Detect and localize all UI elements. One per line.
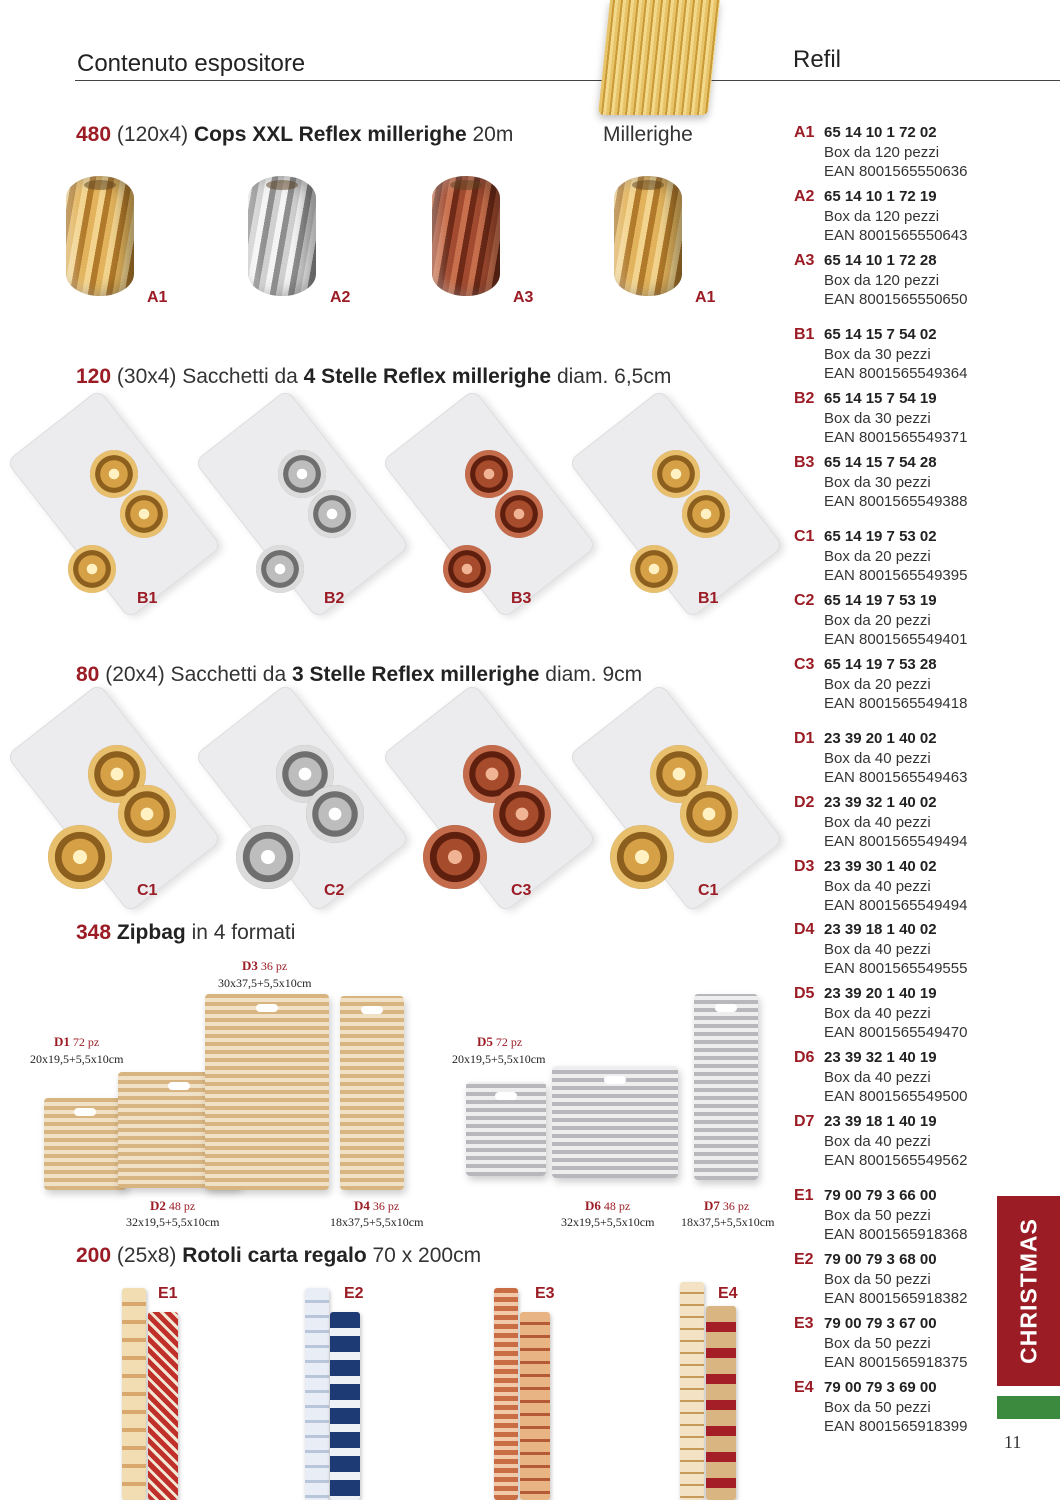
roll-red-image	[706, 1306, 736, 1500]
refil-number: 79 00 79 3 66 00	[824, 1187, 937, 1204]
bow-image	[443, 545, 491, 593]
product-code: C1	[698, 882, 719, 899]
bow-image	[495, 490, 543, 538]
bow-bag-gold-image	[568, 389, 784, 619]
refil-code: D4	[794, 921, 815, 938]
section-title-zipbag: 348 Zipbag in 4 formati	[76, 921, 296, 944]
refil-ean: EAN 8001565550643	[824, 227, 968, 244]
product-code: E2	[344, 1285, 364, 1302]
bow-image	[118, 785, 176, 843]
millerighe-ribbon-image	[598, 0, 720, 115]
refil-code: A2	[794, 188, 815, 205]
refil-box: Box da 50 pezzi	[824, 1399, 931, 1416]
product-code: B2	[324, 590, 345, 607]
bow-bag-copper-image	[381, 389, 597, 619]
section-title-cops: 480 (120x4) Cops XXL Reflex millerighe 20m	[76, 123, 514, 146]
refil-number: 23 39 18 1 40 02	[824, 921, 937, 938]
refil-ean: EAN 8001565549364	[824, 365, 968, 382]
product-code: C2	[324, 882, 345, 899]
refil-ean: EAN 8001565549500	[824, 1088, 968, 1105]
product-code: B1	[137, 590, 158, 607]
bow-image	[68, 545, 116, 593]
refil-ean: EAN 8001565918399	[824, 1418, 968, 1435]
zipbag-d5-image	[466, 1082, 546, 1176]
roll-stars-image	[122, 1288, 146, 1500]
product-code: B3	[511, 590, 532, 607]
refil-number: 79 00 79 3 67 00	[824, 1315, 937, 1332]
bow-image	[278, 450, 326, 498]
bow-image	[120, 490, 168, 538]
refil-ean: EAN 8001565549555	[824, 960, 968, 977]
refil-box: Box da 40 pezzi	[824, 1069, 931, 1086]
spool-gold-image	[66, 176, 134, 296]
refil-code: E4	[794, 1379, 814, 1396]
bow-bag-gold-image	[6, 389, 222, 619]
bow-image	[465, 450, 513, 498]
product-code: A1	[147, 289, 168, 306]
refil-box: Box da 30 pezzi	[824, 410, 931, 427]
roll-copper-image	[520, 1312, 550, 1500]
green-bar	[997, 1396, 1060, 1419]
refil-box: Box da 40 pezzi	[824, 750, 931, 767]
zipbag-d6-image	[552, 1066, 678, 1178]
product-code: E1	[158, 1285, 178, 1302]
zipbag-label-d5: D5 72 pz	[477, 1034, 523, 1049]
refil-number: 65 14 15 7 54 02	[824, 326, 937, 343]
refil-number: 23 39 20 1 40 02	[824, 730, 937, 747]
refil-box: Box da 50 pezzi	[824, 1335, 931, 1352]
refil-code: D1	[794, 730, 815, 747]
refil-code: A3	[794, 252, 815, 269]
refil-ean: EAN 8001565549395	[824, 567, 968, 584]
refil-box: Box da 40 pezzi	[824, 814, 931, 831]
refil-box: Box da 40 pezzi	[824, 941, 931, 958]
zipbag-label-d3: D3 36 pz	[242, 958, 288, 973]
refil-code: C1	[794, 528, 815, 545]
refil-box: Box da 40 pezzi	[824, 1133, 931, 1150]
spool-silver-image	[248, 176, 316, 296]
refil-number: 65 14 10 1 72 28	[824, 252, 937, 269]
zipbag-d1-image	[44, 1098, 126, 1190]
roll-script-image	[680, 1282, 704, 1500]
zipbag-d7-image	[694, 994, 758, 1180]
zipbag-dim-d5: 20x19,5+5,5x10cm	[452, 1052, 546, 1066]
refil-number: 65 14 19 7 53 02	[824, 528, 937, 545]
product-code: A2	[330, 289, 351, 306]
zipbag-dim-d7: 18x37,5+5,5x10cm	[681, 1215, 775, 1229]
refil-code: D2	[794, 794, 815, 811]
refil-code: C2	[794, 592, 815, 609]
refil-box: Box da 30 pezzi	[824, 346, 931, 363]
bow-image	[90, 450, 138, 498]
bow-image	[680, 785, 738, 843]
roll-copper-image	[494, 1288, 518, 1500]
refil-number: 65 14 10 1 72 19	[824, 188, 937, 205]
bow-image	[682, 490, 730, 538]
product-code: B1	[698, 590, 719, 607]
refil-code: D6	[794, 1049, 815, 1066]
bow-image	[48, 825, 112, 889]
bow-image	[306, 785, 364, 843]
section-title-3-stelle: 80 (20x4) Sacchetti da 3 Stelle Reflex millerighe diam. 9cm	[76, 663, 643, 686]
bow-image	[256, 545, 304, 593]
refil-number: 23 39 30 1 40 02	[824, 858, 937, 875]
refil-number: 65 14 19 7 53 19	[824, 592, 937, 609]
zipbag-dim-d6: 32x19,5+5,5x10cm	[561, 1215, 655, 1229]
zipbag-label-d1: D1 72 pz	[54, 1034, 100, 1049]
product-code: E3	[535, 1285, 555, 1302]
zipbag-label-d4: D4 36 pz	[354, 1198, 400, 1213]
bow-image	[423, 825, 487, 889]
bow-image	[630, 545, 678, 593]
zipbag-dim-d4: 18x37,5+5,5x10cm	[330, 1215, 424, 1229]
refil-box: Box da 120 pezzi	[824, 208, 940, 225]
refil-number: 65 14 10 1 72 02	[824, 124, 937, 141]
zipbag-d3-image	[205, 994, 329, 1190]
roll-blue-image	[330, 1312, 360, 1500]
roll-snow-image	[305, 1288, 329, 1500]
refil-ean: EAN 8001565549388	[824, 493, 968, 510]
refil-number: 65 14 19 7 53 28	[824, 656, 937, 673]
refil-ean: EAN 8001565549401	[824, 631, 968, 648]
zipbag-dim-d1: 20x19,5+5,5x10cm	[30, 1052, 124, 1066]
refil-box: Box da 20 pezzi	[824, 612, 931, 629]
refil-code: B2	[794, 390, 815, 407]
bow-image	[236, 825, 300, 889]
refil-code: D3	[794, 858, 815, 875]
refil-ean: EAN 8001565549562	[824, 1152, 968, 1169]
product-code: C3	[511, 882, 532, 899]
refil-ean: EAN 8001565549463	[824, 769, 968, 786]
zipbag-label-d6: D6 48 pz	[585, 1198, 631, 1213]
refil-box: Box da 20 pezzi	[824, 676, 931, 693]
refil-title: Refil	[793, 46, 842, 73]
product-code: C1	[137, 882, 158, 899]
refil-box: Box da 40 pezzi	[824, 1005, 931, 1022]
bow-bag-silver-image	[194, 389, 410, 619]
refil-code: D7	[794, 1113, 815, 1130]
bow-image	[652, 450, 700, 498]
refil-box: Box da 40 pezzi	[824, 878, 931, 895]
refil-ean: EAN 8001565549418	[824, 695, 968, 712]
zipbag-dim-d3: 30x37,5+5,5x10cm	[218, 976, 312, 990]
millerighe-label: Millerighe	[603, 123, 693, 146]
refil-ean: EAN 8001565549494	[824, 833, 968, 850]
refil-box: Box da 30 pezzi	[824, 474, 931, 491]
refil-box: Box da 20 pezzi	[824, 548, 931, 565]
refil-number: 65 14 15 7 54 19	[824, 390, 937, 407]
refil-ean: EAN 8001565918375	[824, 1354, 968, 1371]
refil-number: 23 39 32 1 40 02	[824, 794, 937, 811]
refil-number: 23 39 18 1 40 19	[824, 1113, 937, 1130]
zipbag-d4-image	[340, 996, 404, 1190]
refil-code: A1	[794, 124, 815, 141]
spool-copper-image	[432, 176, 500, 296]
refil-code: C3	[794, 656, 815, 673]
section-title-4-stelle: 120 (30x4) Sacchetti da 4 Stelle Reflex millerighe diam. 6,5cm	[76, 365, 672, 388]
spool-gold-image	[614, 176, 682, 296]
product-code: E4	[718, 1285, 738, 1302]
roll-tartan-image	[148, 1312, 178, 1500]
refil-box: Box da 50 pezzi	[824, 1271, 931, 1288]
page-number: 11	[1004, 1432, 1022, 1452]
refil-number: 65 14 15 7 54 28	[824, 454, 937, 471]
page-title: Contenuto espositore	[77, 50, 306, 77]
section-title-rotoli: 200 (25x8) Rotoli carta regalo 70 x 200cm	[76, 1244, 482, 1267]
product-code: A3	[513, 289, 534, 306]
refil-ean: EAN 8001565549470	[824, 1024, 968, 1041]
refil-number: 79 00 79 3 68 00	[824, 1251, 937, 1268]
refil-ean: EAN 8001565550636	[824, 163, 968, 180]
refil-code: E1	[794, 1187, 814, 1204]
refil-ean: EAN 8001565549371	[824, 429, 968, 446]
refil-ean: EAN 8001565918368	[824, 1226, 968, 1243]
refil-ean: EAN 8001565549494	[824, 897, 968, 914]
bow-image	[308, 490, 356, 538]
refil-ean: EAN 8001565550650	[824, 291, 968, 308]
refil-number: 23 39 32 1 40 19	[824, 1049, 937, 1066]
zipbag-dim-d2: 32x19,5+5,5x10cm	[126, 1215, 220, 1229]
zipbag-label-d7: D7 36 pz	[704, 1198, 750, 1213]
refil-ean: EAN 8001565918382	[824, 1290, 968, 1307]
refil-code: D5	[794, 985, 815, 1002]
refil-box: Box da 120 pezzi	[824, 272, 940, 289]
refil-code: E2	[794, 1251, 814, 1268]
refil-number: 23 39 20 1 40 19	[824, 985, 937, 1002]
header-rule	[75, 80, 1060, 81]
zipbag-label-d2: D2 48 pz	[150, 1198, 196, 1213]
bow-image	[493, 785, 551, 843]
refil-box: Box da 50 pezzi	[824, 1207, 931, 1224]
refil-number: 79 00 79 3 69 00	[824, 1379, 937, 1396]
christmas-tab: CHRISTMAS	[997, 1196, 1060, 1386]
refil-code: B1	[794, 326, 815, 343]
refil-code: E3	[794, 1315, 814, 1332]
refil-code: B3	[794, 454, 815, 471]
product-code: A1	[695, 289, 716, 306]
bow-image	[610, 825, 674, 889]
refil-box: Box da 120 pezzi	[824, 144, 940, 161]
